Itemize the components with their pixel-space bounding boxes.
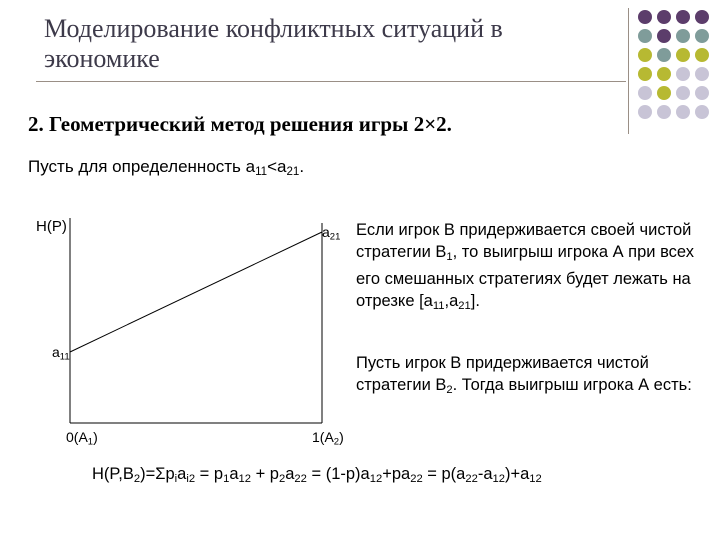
section-heading: 2. Геометрический метод решения игры 2×2. xyxy=(28,112,452,136)
a11-label: $a_{11}$ xyxy=(52,344,70,363)
explanation-paragraph-1: Если игрок В придерживается своей чистой стратегии $В_1$, то выигрыш игрока А при всех его смешанных стратегиях будет лежать на отрезке $[a_{11},a_{21}]$. xyxy=(356,221,694,313)
y-axis-label: H(P) xyxy=(36,218,67,235)
a21-label: $a_{21}$ xyxy=(322,224,341,243)
intro-line: Пусть для определенность $a_{11}<a_{21}$. xyxy=(28,157,305,179)
payoff-formula: $H(P,B_2)=\Sigma p_ia_{i2} = p_1a_{12} + p_2a_{22} = (1-p)a_{12}+pa_{22} = p(a_{22}-a_{12})+a_{12}$ xyxy=(92,465,542,486)
explanation-paragraph-2: Пусть игрок В придерживается чистой стратегии $В_2$. Тогда выигрыш игрока А есть: xyxy=(356,354,692,397)
x0-label: $0(A_1)$ xyxy=(66,429,98,448)
slide-title: Моделирование конфликтных ситуаций в экономике xyxy=(44,14,503,73)
payoff-segment-a11-a21 xyxy=(70,232,322,352)
x1-label: $1(A_2)$ xyxy=(312,429,344,448)
